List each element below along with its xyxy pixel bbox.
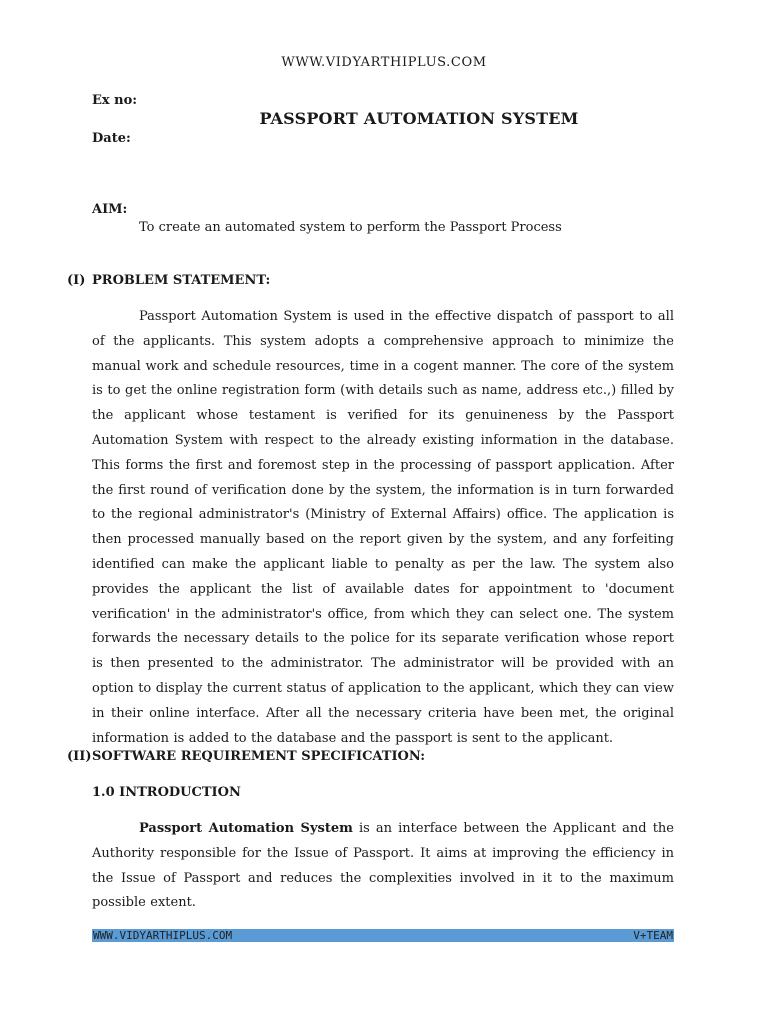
introduction-paragraph	[92, 817, 674, 916]
introduction-bold-term: Passport Automation System	[139, 821, 353, 836]
footer-site-url: WWW.VIDYARTHIPLUS.COM	[93, 929, 233, 942]
aim-label: AIM:	[92, 202, 128, 217]
introduction-heading: 1.0 INTRODUCTION	[92, 785, 241, 800]
ex-no-label: Ex no:	[92, 93, 138, 108]
srs-number: (II)	[67, 749, 92, 764]
date-label: Date:	[92, 131, 131, 146]
problem-statement-number: (I)	[67, 273, 86, 288]
problem-statement-heading: PROBLEM STATEMENT:	[92, 273, 271, 288]
site-header-url: WWW.VIDYARTHIPLUS.COM	[281, 55, 487, 70]
problem-statement-paragraph	[92, 305, 674, 751]
introduction-text: is an interface between the Applicant and the Authority responsible for the Issue of Passport. It aims at improving the efficiency in the Issue of Passport and reduces the complexities involved in it to the maximum possible extent.	[92, 821, 674, 911]
footer-team-label: V+TEAM	[633, 929, 673, 942]
footer-bar	[92, 929, 674, 942]
srs-heading: SOFTWARE REQUIREMENT SPECIFICATION:	[92, 749, 426, 764]
aim-text: To create an automated system to perform the Passport Process	[139, 220, 562, 235]
problem-statement-text: Passport Automation System is used in the effective dispatch of passport to all of the applicants. This system adopts a comprehensive approach to minimize the manual work and schedule resources, time in a cogent manner. The core of the system is to get the online registration form (with details such as name, address etc.,) filled by the applicant whose testament is verified for its genuineness by the Passport Automation System with respect to the already existing information in the database. This forms the first and foremost step in the processing of passport application. After the first round of verification done by the system, the information is in turn forwarded to the regional administrator's (Ministry of External Affairs) office. The application is then processed manually based on the report given by the system, and any forfeiting identified can make the applicant liable to penalty as per the law. The system also provides the applicant the list of available dates for appointment to 'document verification' in the administrator's office, from which they can select one. The system forwards the necessary details to the police for its separate verification whose report is then presented to the administrator. The administrator will be provided with an option to display the current status of application to the applicant, which they can view in their online interface. After all the necessary criteria have been met, the original information is added to the database and the passport is sent to the applicant.	[92, 309, 674, 746]
page-title: PASSPORT AUTOMATION SYSTEM	[259, 109, 579, 128]
